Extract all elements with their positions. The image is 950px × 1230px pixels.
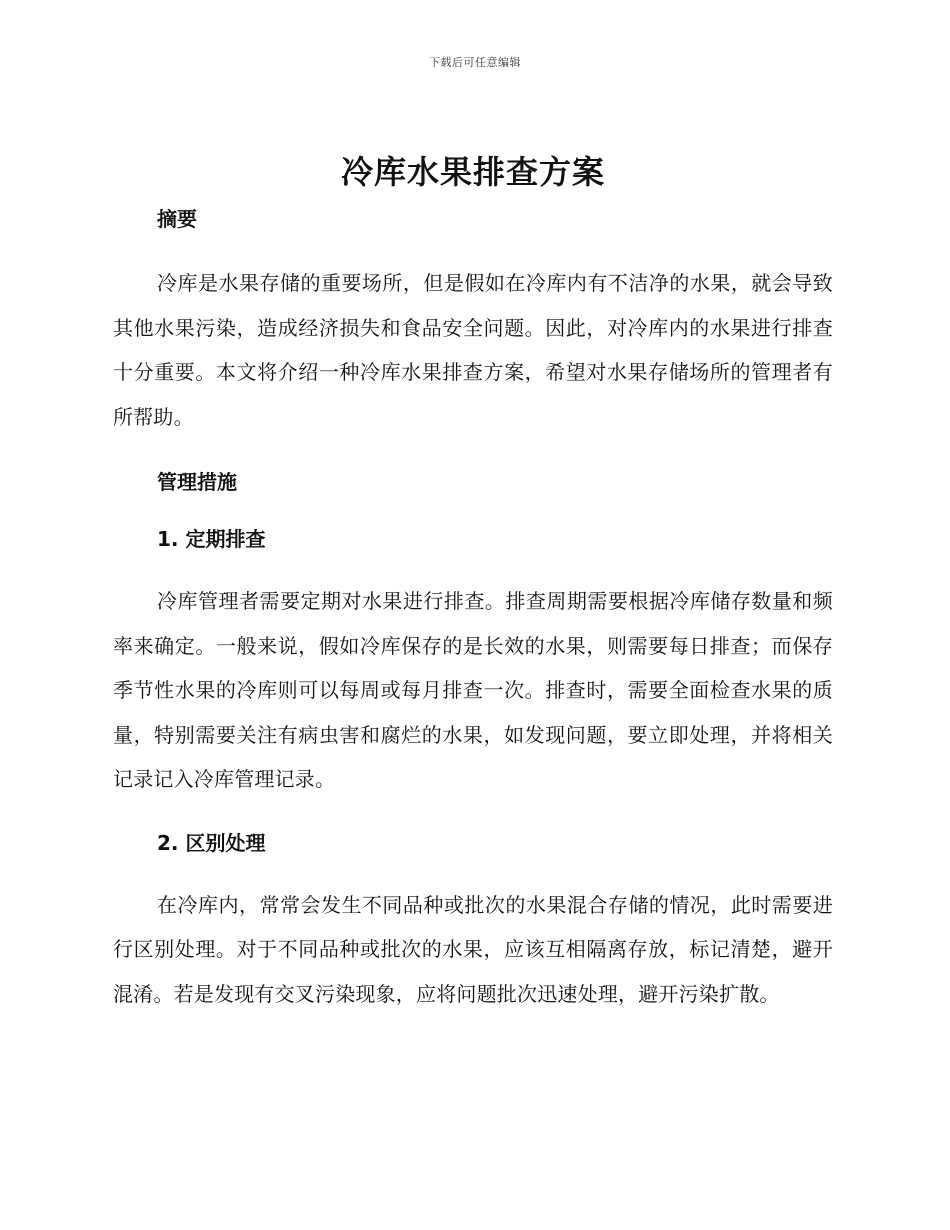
- document-content: [113, 150, 833, 1016]
- section-heading-summary: 摘要: [157, 207, 197, 231]
- document-title: 冷库水果排查方案: [340, 153, 605, 191]
- section-heading-separate-handling: 2. 区别处理: [157, 830, 266, 855]
- paragraph-regular-check: 冷库管理者需要定期对水果进行排查。排查周期需要根据冷库储存数量和频率来确定。一般来说，假如冷库保存的是长效的水果，则需要每日排查；而保存季节性水果的冷库则可以每周或每月排查一次。排查时，需要全面检查水果的质量，特别需要关注有病虫害和腐烂的水果，如发现问题，要立即处理，并将相关记录记入冷库管理记录。: [113, 589, 833, 791]
- header-note: 下载后可任意编辑: [429, 56, 521, 69]
- paragraph-separate-handling: 在冷库内，常常会发生不同品种或批次的水果混合存储的情况，此时需要进行区别处理。对于不同品种或批次的水果，应该互相隔离存放，标记清楚，避开混淆。若是发现有交叉污染现象，应将问题批次迅速处理，避开污染扩散。: [113, 892, 833, 1006]
- paragraph-summary: 冷库是水果存储的重要场所，但是假如在冷库内有不洁净的水果，就会导致其他水果污染，造成经济损失和食品安全问题。因此，对冷库内的水果进行排查十分重要。本文将介绍一种冷库水果排查方案，希望对水果存储场所的管理者有所帮助。: [113, 271, 833, 429]
- section-heading-regular-check: 1. 定期排查: [157, 527, 266, 551]
- section-heading-measures: 管理措施: [157, 470, 237, 494]
